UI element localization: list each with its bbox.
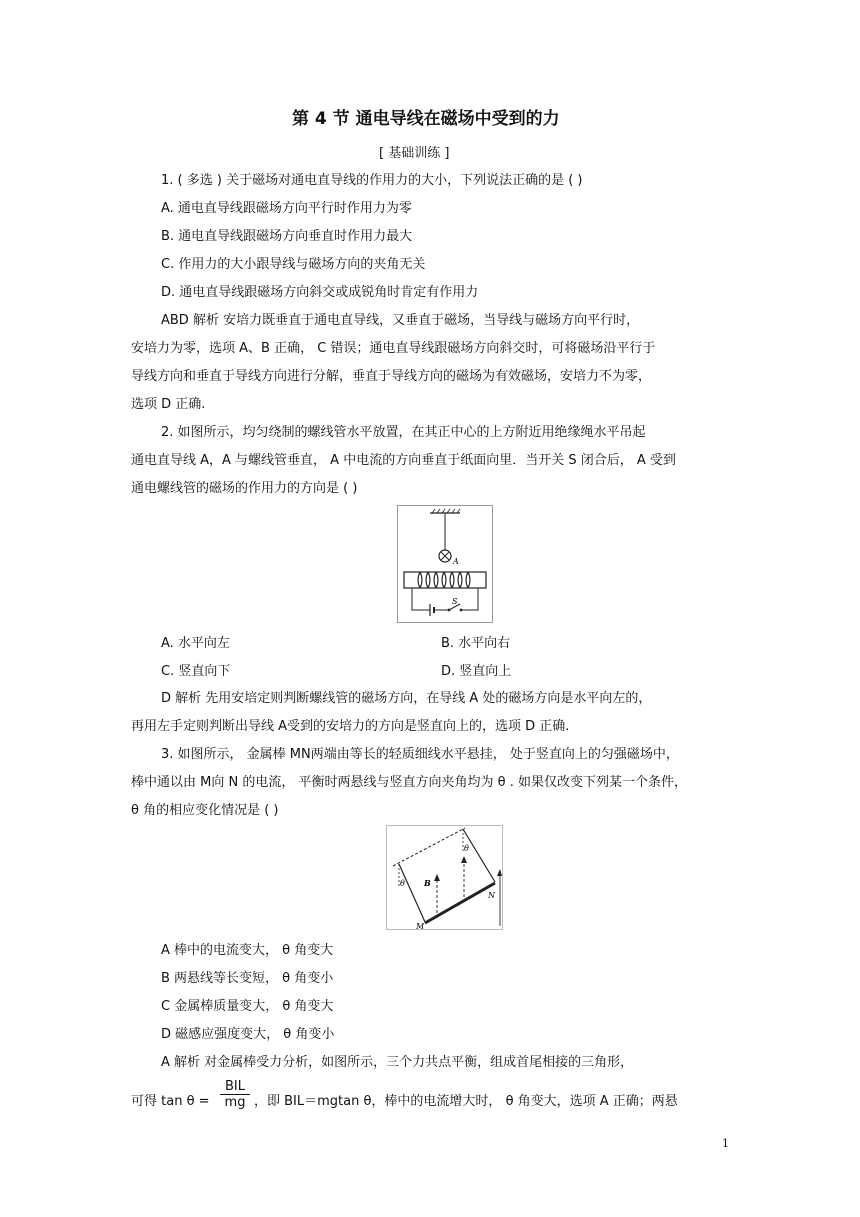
angle-theta-left: θ [400, 879, 405, 888]
q3-option-d: D 磁感应强度变大， θ 角变小 [161, 1027, 335, 1042]
q1-answer-line-1: ABD 解析 安培力既垂直于通电直导线，又垂直于磁场，当导线与磁场方向平行时， [161, 313, 640, 328]
q1-option-d: D. 通电直导线跟磁场方向斜交或成锐角时肯定有作用力 [161, 285, 479, 300]
solenoid-figure [397, 505, 493, 623]
page-number: 1 [722, 1137, 729, 1150]
q1-option-c: C. 作用力的大小跟导线与磁场方向的夹角无关 [161, 257, 426, 272]
page-title: 第 4 节 通电导线在磁场中受到的力 [292, 109, 560, 129]
q3-stem-line-1: 3. 如图所示， 金属棒 MN两端由等长的轻质细线水平悬挂， 处于竖直向上的匀强磁场中， [161, 747, 679, 762]
q1-option-a: A. 通电直导线跟磁场方向平行时作用力为零 [161, 201, 412, 216]
q1-option-b: B. 通电直导线跟磁场方向垂直时作用力最大 [161, 229, 413, 244]
fraction-bil-over-mg [220, 1079, 250, 1110]
q3-answer-line-2-suffix: ，即 BIL＝mgtan θ，棒中的电流增大时， θ 角变大，选项 A 正确；两悬 [254, 1094, 678, 1109]
q2-option-b: B. 水平向右 [441, 636, 511, 651]
q2-stem-line-1: 2. 如图所示，均匀绕制的螺线管水平放置，在其正中心的上方附近用绝缘绳水平吊起 [161, 425, 646, 440]
q2-stem-line-3: 通电螺线管的磁场的作用力的方向是 ( ) [131, 481, 358, 496]
q3-stem-line-3: θ 角的相应变化情况是 ( ) [131, 803, 279, 818]
q2-option-a: A. 水平向左 [161, 636, 230, 651]
q2-option-d: D. 竖直向上 [441, 664, 512, 679]
q2-answer-line-1: D 解析 先用安培定则判断螺线管的磁场方向，在导线 A 处的磁场方向是水平向左的， [161, 691, 652, 706]
fraction-denominator: mg [220, 1094, 250, 1110]
q2-option-c: C. 竖直向下 [161, 664, 231, 679]
field-label-b: B [424, 878, 431, 888]
q3-answer-line-1: A 解析 对金属棒受力分析，如图所示，三个力共点平衡，组成首尾相接的三角形， [161, 1055, 634, 1070]
q3-stem-line-2: 棒中通以由 M向 N 的电流， 平衡时两悬线与竖直方向夹角均为 θ . 如果仅改变下列某一个条件， [131, 775, 687, 790]
q2-answer-line-2: 再用左手定则判断出导线 A受到的安培力的方向是竖直向上的，选项 D 正确. [131, 719, 570, 734]
metal-rod-diagram [387, 826, 502, 929]
q3-answer-line-2-prefix: 可得 tan θ = [131, 1094, 210, 1109]
section-heading: [ 基础训练 ] [379, 146, 450, 161]
switch-label-s: S [452, 597, 458, 606]
q3-option-b: B 两悬线等长变短， θ 角变小 [161, 971, 334, 986]
q1-answer-line-3: 导线方向和垂直于导线方向进行分解，垂直于导线方向的磁场为有效磁场，安培力不为零， [131, 369, 652, 384]
q1-answer-line-2: 安培力为零，选项 A、B 正确， C 错误；通电直导线跟磁场方向斜交时，可将磁场沿平行于 [131, 341, 656, 356]
rod-end-m: M [416, 922, 425, 929]
q1-stem: 1. ( 多选 ) 关于磁场对通电直导线的作用力的大小，下列说法正确的是 ( ) [161, 173, 583, 188]
q2-stem-line-2: 通电直导线 A，A 与螺线管垂直， A 中电流的方向垂直于纸面向里．当开关 S 闭合后， A 受到 [131, 453, 676, 468]
angle-theta-right: θ [464, 844, 469, 853]
solenoid-diagram [398, 506, 492, 622]
wire-label-a: A [453, 557, 459, 566]
rod-end-n: N [488, 891, 495, 900]
q3-option-c: C 金属棒质量变大， θ 角变大 [161, 999, 334, 1014]
fraction-numerator: BIL [225, 1079, 245, 1094]
q1-answer-line-4: 选项 D 正确. [131, 397, 206, 412]
q3-option-a: A 棒中的电流变大， θ 角变大 [161, 943, 334, 958]
metal-rod-figure [386, 825, 503, 930]
